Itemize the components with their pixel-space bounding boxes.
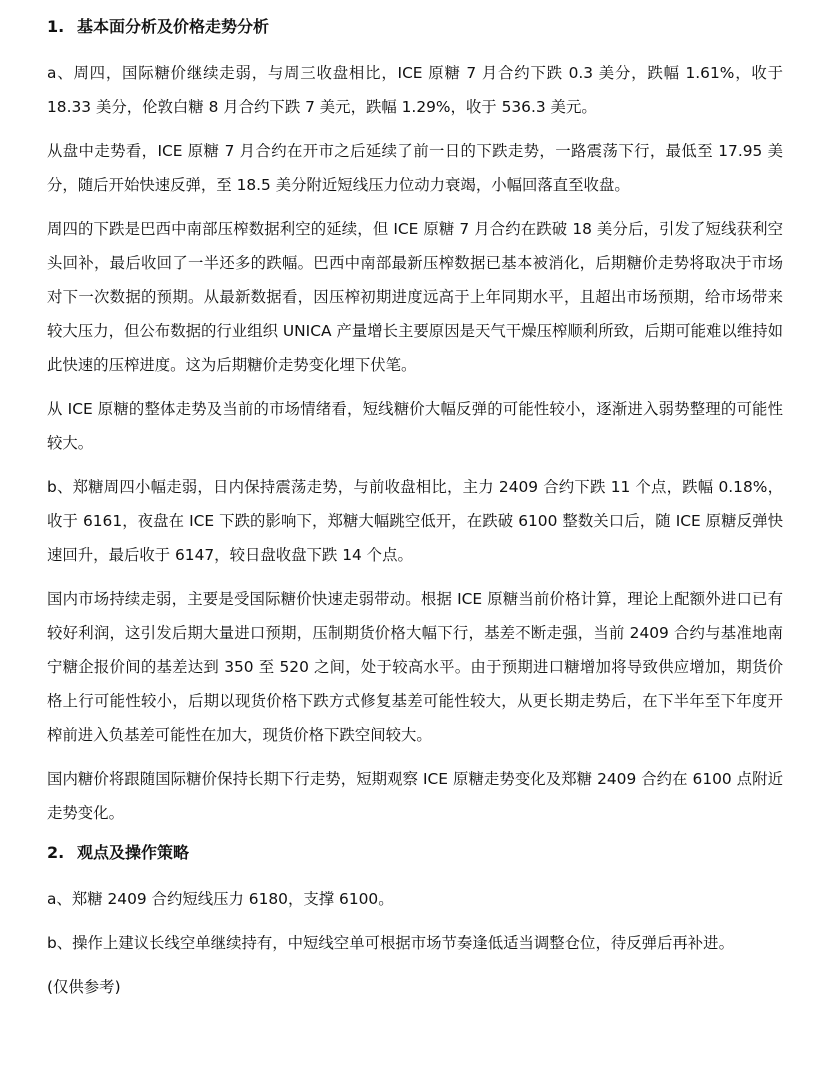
- paragraph-zhengzhou-summary: b、郑糖周四小幅走弱，日内保持震荡走势，与前收盘相比，主力 2409 合约下跌 11 个点，跌幅 0.18%，收于 6161，夜盘在 ICE 下跌的影响下，郑糖大幅跳空低开，在跌破 6100 整数关口后，随 ICE 原糖反弹快速回升，最后收于 6147，较日盘收盘下跌 14 个点。: [47, 478, 783, 564]
- paragraph-strategy: b、操作上建议长线空单继续持有，中短线空单可根据市场节奏逢低适当调整仓位，待反弹后再补进。: [47, 934, 734, 952]
- paragraph-domestic-outlook: 国内糖价将跟随国际糖价保持长期下行走势，短期观察 ICE 原糖走势变化及郑糖 2409 合约在 6100 点附近走势变化。: [47, 770, 783, 822]
- section-2-number: 2.: [47, 843, 65, 862]
- section-2-title: 观点及操作策略: [77, 843, 190, 862]
- paragraph-ice-outlook: 从 ICE 原糖的整体走势及当前的市场情绪看，短线糖价大幅反弹的可能性较小，逐渐进入弱势整理的可能性较大。: [47, 400, 783, 452]
- section-1-number: 1.: [47, 17, 65, 36]
- paragraph-pressure-support: a、郑糖 2409 合约短线压力 6180，支撑 6100。: [47, 890, 394, 908]
- section-1-title: 基本面分析及价格走势分析: [77, 17, 270, 36]
- section-2-heading: [47, 840, 783, 866]
- section-1-heading: [47, 14, 783, 40]
- paragraph-ice-summary: a、周四，国际糖价继续走弱，与周三收盘相比，ICE 原糖 7 月合约下跌 0.3 美分，跌幅 1.61%，收于 18.33 美分，伦敦白糖 8 月合约下跌 7 美元，跌幅 1.29%，收于 536.3 美元。: [47, 64, 783, 116]
- paragraph-intraday-trend: 从盘中走势看，ICE 原糖 7 月合约在开市之后延续了前一日的下跌走势，一路震荡下行，最低至 17.95 美分，随后开始快速反弹，至 18.5 美分附近短线压力位动力衰竭，小幅回落直至收盘。: [47, 142, 783, 194]
- paragraph-brazil-analysis: 周四的下跌是巴西中南部压榨数据利空的延续，但 ICE 原糖 7 月合约在跌破 18 美分后，引发了短线获利空头回补，最后收回了一半还多的跌幅。巴西中南部最新压榨数据已基本被消化，后期糖价走势将取决于市场对下一次数据的预期。从最新数据看，因压榨初期进度远高于上年同期水平，且超出市场预期，给市场带来较大压力，但公布数据的行业组织 UNICA 产量增长主要原因是天气干燥压榨顺利所致，后期可能难以维持如此快速的压榨进度。这为后期糖价走势变化埋下伏笔。: [47, 220, 783, 374]
- paragraph-domestic-market: 国内市场持续走弱，主要是受国际糖价快速走弱带动。根据 ICE 原糖当前价格计算，理论上配额外进口已有较好利润，这引发后期大量进口预期，压制期货价格大幅下行，基差不断走强，当前 2409 合约与基准地南宁糖企报价间的基差达到 350 至 520 之间，处于较高水平。由于预期进口糖增加将导致供应增加，期货价格上行可能性较小，后期以现货价格下跌方式修复基差可能性较大，从更长期走势后，在下半年至下年度开榨前进入负基差可能性在加大，现货价格下跌空间较大。: [47, 590, 783, 744]
- reference-note: (仅供参考): [47, 978, 121, 996]
